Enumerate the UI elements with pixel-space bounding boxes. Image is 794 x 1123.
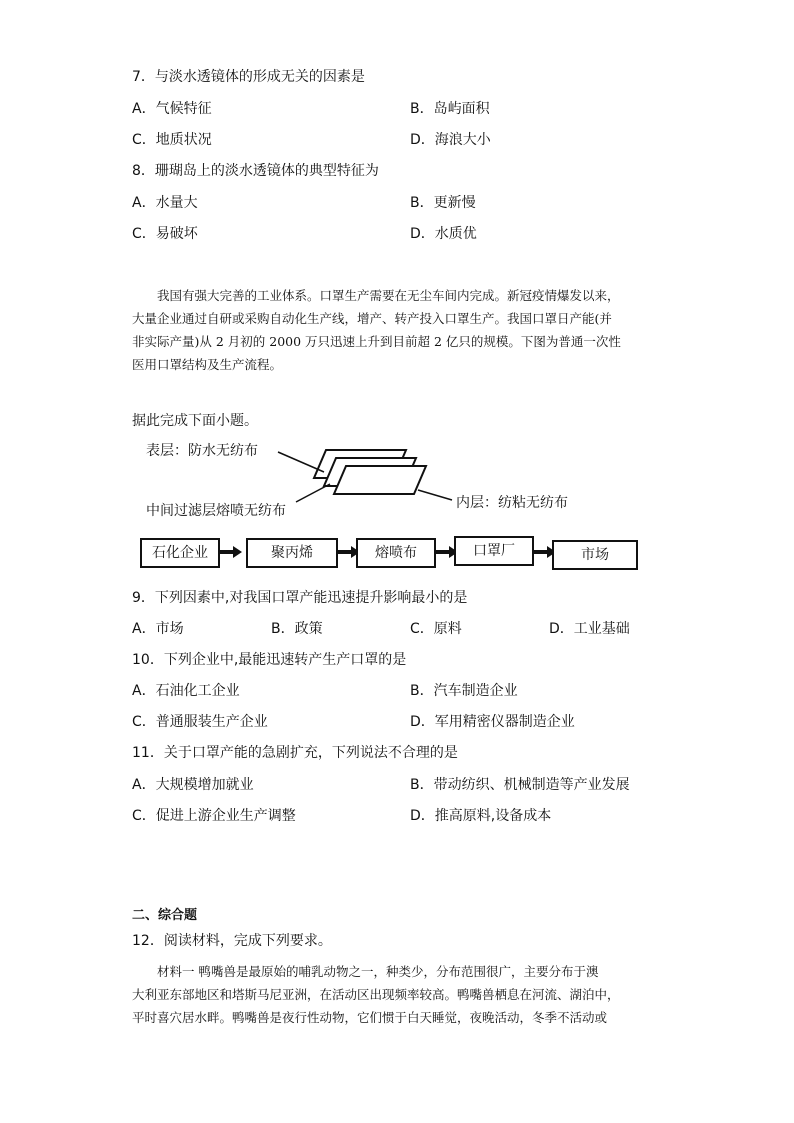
q11-option-a: A．大规模增加就业: [132, 777, 254, 793]
q11-option-d: D．推高原料,设备成本: [410, 808, 552, 824]
q7-option-d: D．海浪大小: [410, 132, 491, 148]
layer-inner-shape: [334, 466, 426, 494]
passage-line-1: 我国有强大完善的工业体系。口罩生产需要在无尘车间内完成。新冠疫情爆发以来，: [157, 288, 620, 303]
q10-option-d: D．军用精密仪器制造企业: [410, 714, 575, 730]
section-title: 二、综合题: [132, 908, 198, 923]
material-line-3: 平时喜穴居水畔。鸭嘴兽是夜行性动物，它们惯于白天睡觉，夜晚活动，冬季不活动或: [132, 1010, 608, 1025]
q11-option-c: C．促进上游企业生产调整: [132, 808, 296, 824]
q10-option-c: C．普通服装生产企业: [132, 714, 268, 730]
q8-option-b: B．更新慢: [410, 195, 476, 211]
q9-option-a: A．市场: [132, 621, 184, 637]
leader-line-middle: [296, 484, 330, 502]
q8-stem: 8．珊瑚岛上的淡水透镜体的典型特征为: [132, 163, 379, 179]
flow-box-4: 口罩厂: [454, 536, 534, 566]
q11-stem: 11．关于口罩产能的急剧扩充，下列说法不合理的是: [132, 745, 458, 761]
passage-instruction: 据此完成下面小题。: [132, 413, 258, 429]
q8-option-d: D．水质优: [410, 226, 477, 242]
q8-option-a: A．水量大: [132, 195, 198, 211]
q10-option-b: B．汽车制造企业: [410, 683, 518, 699]
q9-stem: 9．下列因素中,对我国口罩产能迅速提升影响最小的是: [132, 590, 468, 606]
flow-box-2: 聚丙烯: [246, 538, 338, 568]
q10-option-a: A．石油化工企业: [132, 683, 240, 699]
passage-line-4: 医用口罩结构及生产流程。: [132, 357, 283, 372]
flow-box-5: 市场: [552, 540, 638, 570]
q7-option-c: C．地质状况: [132, 132, 212, 148]
material-line-1: 材料一 鸭嘴兽是最原始的哺乳动物之一，种类少，分布范围很广，主要分布于澳: [157, 964, 599, 979]
passage-line-2: 大量企业通过自研或采购自动化生产线，增产、转产投入口罩生产。我国口罩日产能(并: [132, 311, 612, 326]
label-inner-layer: 内层：纺粘无纺布: [456, 495, 568, 511]
q9-option-c: C．原料: [410, 621, 462, 637]
q10-stem: 10．下列企业中,最能迅速转产生产口罩的是: [132, 652, 407, 668]
q11-option-b: B．带动纺织、机械制造等产业发展: [410, 777, 630, 793]
flow-box-3: 熔喷布: [356, 538, 436, 568]
material-one: [132, 960, 662, 1029]
q9-option-d: D．工业基础: [549, 621, 630, 637]
q7-option-a: A．气候特征: [132, 101, 212, 117]
q12-stem: 12．阅读材料，完成下列要求。: [132, 933, 332, 949]
q7-option-b: B．岛屿面积: [410, 101, 490, 117]
q7-stem: 7．与淡水透镜体的形成无关的因素是: [132, 69, 365, 85]
q9-option-b: B．政策: [271, 621, 323, 637]
flow-arrow-icon: [220, 546, 242, 558]
material-line-2: 大利亚东部地区和塔斯马尼亚洲，在活动区出现频率较高。鸭嘴兽栖息在河流、湖泊中，: [132, 987, 620, 1002]
q8-option-c: C．易破坏: [132, 226, 198, 242]
passage-line-3: 非实际产量)从 2 月初的 2000 万只迅速上升到目前超 2 亿只的规模。下图为普通一次性: [132, 334, 621, 349]
leader-line-inner: [418, 490, 452, 500]
label-middle-layer: 中间过滤层熔喷无纺布: [146, 503, 286, 519]
flow-box-1: 石化企业: [140, 538, 220, 568]
leader-line-surface: [278, 452, 324, 472]
label-surface-layer: 表层：防水无纺布: [146, 443, 258, 459]
